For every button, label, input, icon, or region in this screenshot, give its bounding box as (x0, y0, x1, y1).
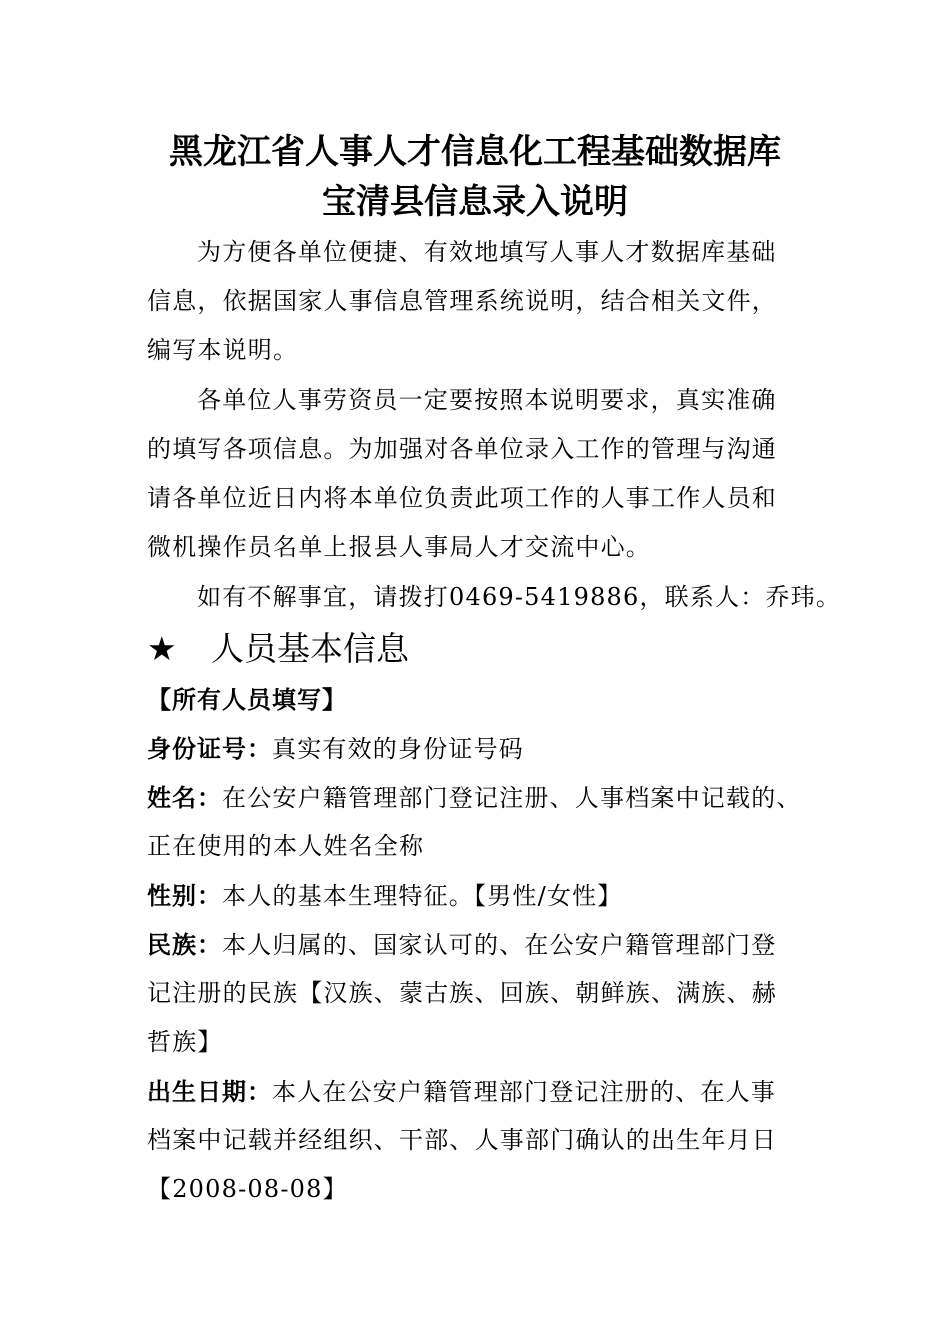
paragraph-line: 请各单位近日内将本单位负责此项工作的人事工作人员和 (147, 484, 777, 512)
field-description-continued: 【2008-08-08】 (147, 1175, 348, 1203)
field-description-continued: 档案中记载并经组织、干部、人事部门确认的出生年月日 (147, 1126, 777, 1154)
contact-paragraph (147, 573, 842, 622)
field-gender (147, 871, 837, 920)
field-description: 本人在公安户籍管理部门登记注册的、在人事 (272, 1078, 776, 1106)
field-description-continued: 记注册的民族【汉族、蒙古族、回族、朝鲜族、满族、赫 (147, 979, 777, 1007)
field-label: 出生日期： (147, 1077, 272, 1106)
paragraph-line: 信息，依据国家人事信息管理系统说明，结合相关文件， (147, 287, 777, 315)
paragraph-line: 各单位人事劳资员一定要按照本说明要求，真实准确 (197, 386, 777, 414)
field-definitions (147, 675, 837, 1214)
field-description: 本人归属的、国家认可的、在公安户籍管理部门登 (222, 931, 777, 959)
field-label: 姓名： (147, 783, 222, 812)
paragraph-line: 的填写各项信息。为加强对各单位录入工作的管理与沟通 (147, 435, 777, 463)
fill-note: 【所有人员填写】 (147, 685, 347, 714)
document-title-line1: 黑龙江省人事人才信息化工程基础数据库 (169, 132, 781, 172)
star-icon: ★ (147, 629, 177, 668)
field-description-continued: 正在使用的本人姓名全称 (147, 832, 425, 860)
paragraph-line: 如有不解事宜，请拨打0469-5419886，联系人：乔玮。 (197, 583, 842, 611)
field-description-continued: 哲族】 (147, 1028, 223, 1056)
field-name (147, 773, 837, 822)
section-heading-text: 人员基本信息 (211, 629, 409, 668)
field-label: 身份证号： (147, 734, 272, 763)
document-title-line2: 宝清县信息录入说明 (322, 182, 628, 222)
section-heading (147, 624, 409, 674)
paragraph-line: 为方便各单位便捷、有效地填写人事人才数据库基础 (197, 238, 777, 266)
intro-paragraph-1 (147, 228, 827, 375)
intro-paragraph-2 (147, 376, 827, 572)
field-description: 真实有效的身份证号码 (272, 735, 524, 763)
paragraph-line: 微机操作员名单上报县人事局人才交流中心。 (147, 533, 651, 561)
field-label: 性别： (147, 881, 222, 910)
field-ethnicity (147, 920, 837, 969)
field-description: 在公安户籍管理部门登记注册、人事档案中记载的、 (222, 784, 802, 812)
paragraph-line: 编写本说明。 (147, 336, 299, 364)
field-label: 民族： (147, 930, 222, 959)
field-id-number (147, 724, 837, 773)
field-birth-date (147, 1067, 837, 1116)
field-description: 本人的基本生理特征。【男性/女性】 (222, 882, 623, 910)
